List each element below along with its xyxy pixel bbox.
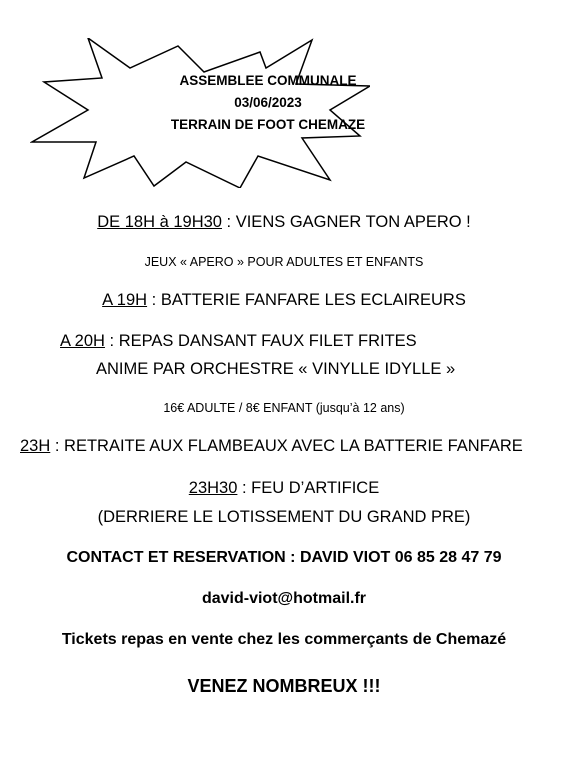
item2-time: A 19H — [102, 291, 148, 309]
program-item-5 — [0, 479, 568, 498]
item5-text: : FEU D’ARTIFICE — [237, 479, 380, 497]
item1-subtitle: JEUX « APERO » POUR ADULTES ET ENFANTS — [144, 255, 424, 269]
item3-line-2: ANIME PAR ORCHESTRE « VINYLLE IDYLLE » — [96, 360, 456, 378]
item4-time: 23H — [20, 437, 51, 455]
event-date: 03/06/2023 — [234, 95, 302, 110]
tickets-info: Tickets repas en vente chez les commerçants de Chemazé — [61, 631, 507, 648]
item4-text: : RETRAITE AUX FLAMBEAUX AVEC LA BATTERIE FANFARE — [50, 437, 523, 455]
item3-text: : REPAS DANSANT FAUX FILET FRITES — [104, 332, 417, 350]
program-item-3 — [60, 332, 417, 351]
contact-email: david-viot@hotmail.fr — [201, 590, 367, 607]
item3-time: A 20H — [60, 332, 105, 350]
item5-line-2: (DERRIERE LE LOTISSEMENT DU GRAND PRE) — [97, 508, 471, 526]
program-item-4 — [20, 437, 523, 456]
event-title: ASSEMBLEE COMMUNALE — [179, 73, 357, 88]
item1-text: : VIENS GAGNER TON APERO ! — [221, 213, 471, 231]
item2-text: : BATTERIE FANFARE LES ECLAIREURS — [147, 291, 466, 309]
item5-time: 23H30 — [188, 479, 238, 497]
item3-prices: 16€ ADULTE / 8€ ENFANT (jusqu’à 12 ans) — [163, 401, 405, 415]
item1-time: DE 18H à 19H30 — [97, 213, 222, 231]
contact-line: CONTACT ET RESERVATION : DAVID VIOT 06 85 28 47 79 — [66, 549, 502, 566]
event-header — [118, 70, 418, 136]
program-item-1 — [0, 213, 568, 232]
closing-message: VENEZ NOMBREUX !!! — [187, 676, 381, 696]
program-item-2 — [0, 291, 568, 310]
event-place: TERRAIN DE FOOT CHEMAZE — [170, 117, 366, 132]
